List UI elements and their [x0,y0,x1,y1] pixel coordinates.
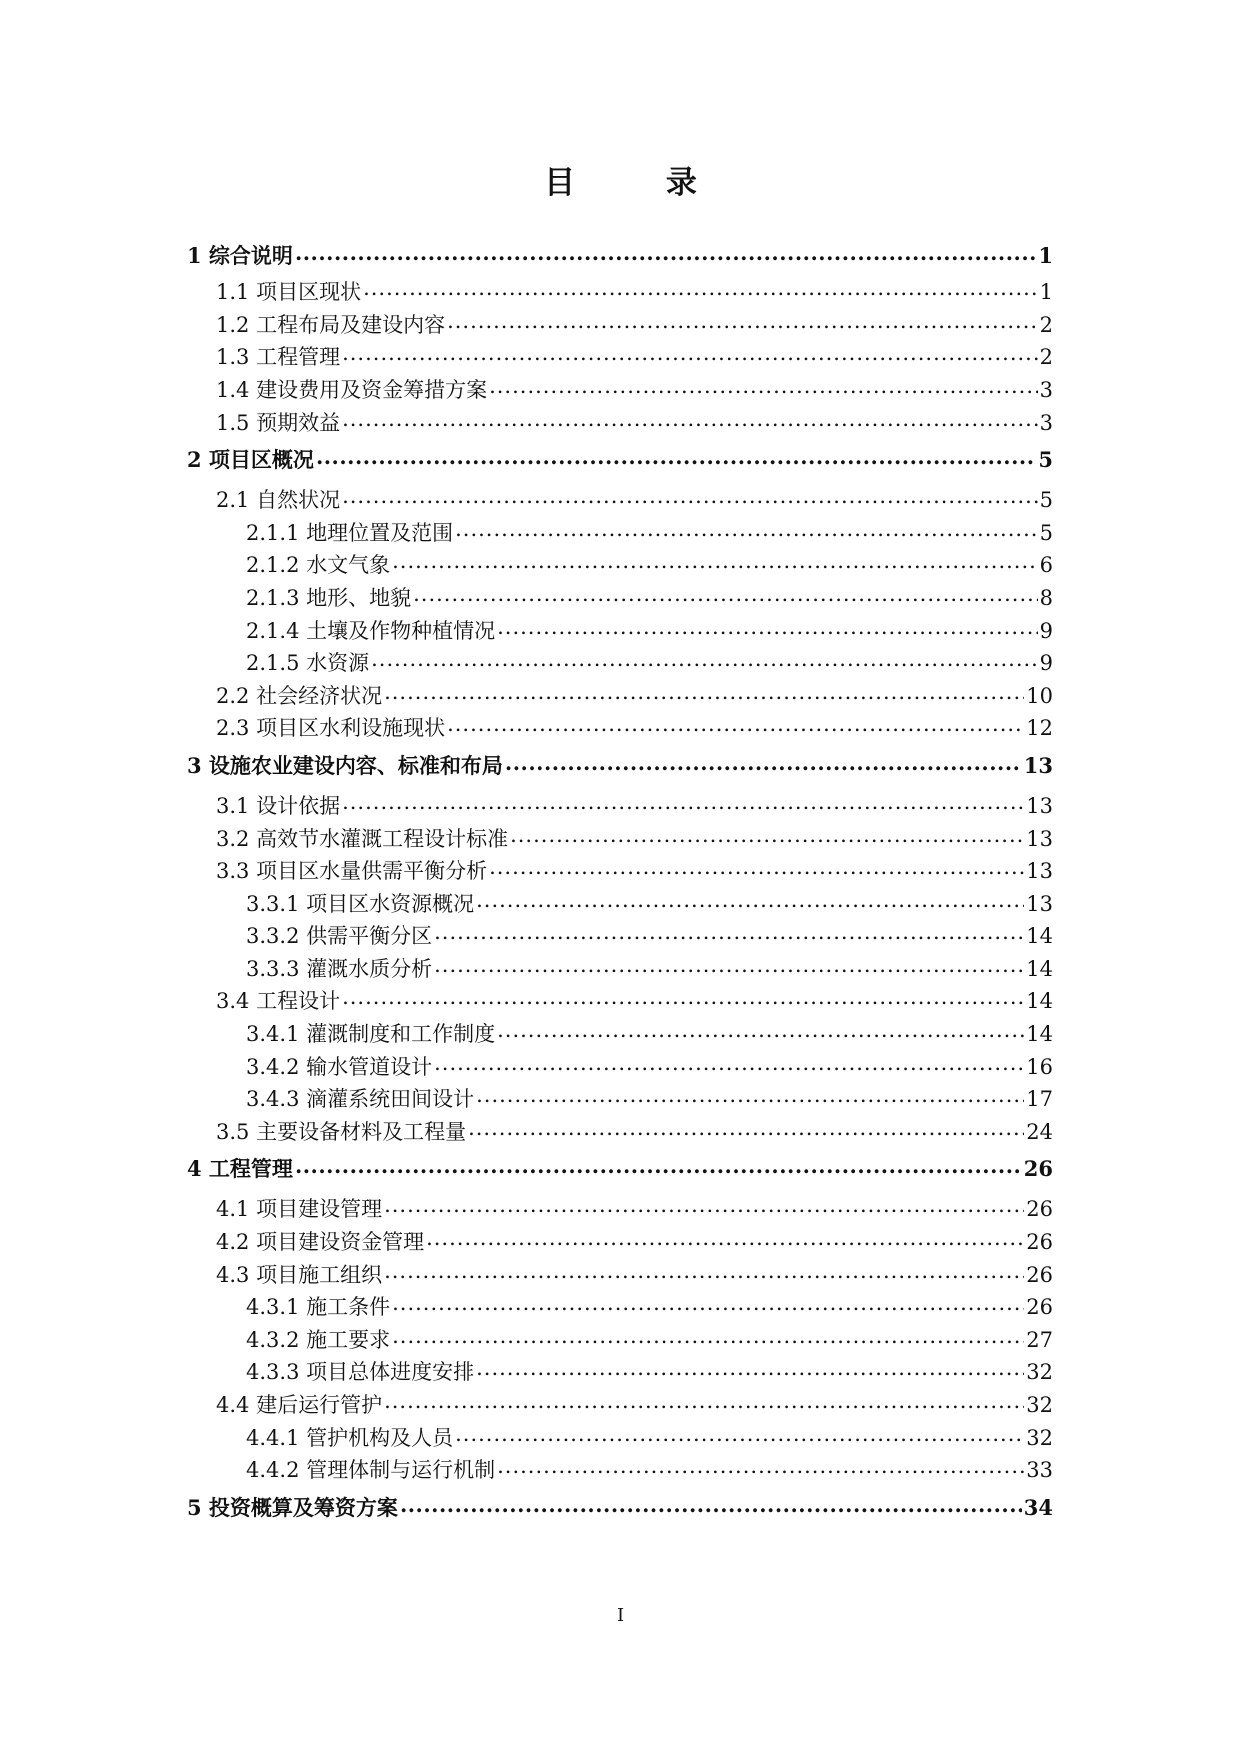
toc-entry-page-number: 5 [1038,446,1053,472]
toc-entry-page-number: 14 [1026,1022,1053,1047]
dot-leader [497,1452,1024,1477]
toc-entry-page-number: 27 [1026,1327,1053,1352]
dot-leader [342,482,1038,507]
dot-leader [371,645,1038,670]
dot-leader [489,853,1024,878]
toc-entry[interactable] [187,547,1053,580]
dot-leader [295,1151,1022,1176]
toc-entry[interactable] [187,437,1053,482]
toc-entry-label: 2.1.2 水文气象 [246,553,391,578]
toc-entry[interactable] [187,1081,1053,1114]
dot-leader [489,372,1038,397]
table-of-contents [187,238,1053,1530]
dot-leader [426,1224,1024,1249]
toc-entry-page-number: 13 [1026,859,1053,884]
toc-entry[interactable] [187,678,1053,711]
toc-entry[interactable] [187,886,1053,919]
dot-leader [497,1016,1024,1041]
toc-entry-page-number: 13 [1026,891,1053,916]
toc-entry[interactable] [187,983,1053,1016]
toc-entry-page-number: 1 [1038,243,1053,269]
toc-entry-label: 3.1 设计依据 [216,793,341,818]
toc-entry-page-number: 5 [1039,520,1053,545]
toc-entry[interactable] [187,274,1053,307]
toc-entry[interactable] [187,1048,1053,1081]
dot-leader [392,1322,1024,1347]
toc-entry-label: 1 综合说明 [187,243,293,269]
toc-entry-page-number: 32 [1026,1360,1053,1385]
toc-entry-label: 2.1 自然状况 [216,488,341,513]
dot-leader [384,678,1024,703]
toc-entry-page-number: 9 [1039,651,1053,676]
toc-entry-page-number: 13 [1026,793,1053,818]
dot-leader [434,918,1024,943]
dot-leader [434,1048,1024,1073]
toc-entry-label: 4.4.1 管护机构及人员 [246,1425,454,1450]
dot-leader [342,788,1024,813]
toc-entry-label: 1.1 项目区现状 [216,280,362,305]
toc-entry-label: 4.4.2 管理体制与运行机制 [246,1458,496,1483]
toc-entry-label: 4.3.2 施工要求 [246,1327,391,1352]
dot-leader [400,1489,1022,1514]
toc-entry[interactable] [187,1256,1053,1289]
dot-leader [455,515,1038,540]
toc-entry[interactable] [187,1387,1053,1420]
toc-entry[interactable] [187,951,1053,984]
toc-entry-page-number: 14 [1026,989,1053,1014]
dot-leader [476,886,1024,911]
toc-entry-page-number: 16 [1026,1054,1053,1079]
page-title: 目 录 [544,165,737,201]
toc-entry[interactable] [187,482,1053,515]
toc-entry-page-number: 2 [1039,345,1053,370]
toc-entry[interactable] [187,788,1053,821]
toc-entry-label: 4.2 项目建设资金管理 [216,1230,425,1255]
dot-leader [497,612,1038,637]
toc-entry-page-number: 12 [1026,716,1053,741]
toc-entry[interactable] [187,820,1053,853]
dot-leader [384,1191,1024,1216]
toc-entry-label: 2.1.4 土壤及作物种植情况 [246,618,496,643]
dot-leader [476,1354,1024,1379]
toc-entry[interactable] [187,1354,1053,1387]
toc-entry[interactable] [187,1224,1053,1257]
toc-entry-page-number: 32 [1026,1425,1053,1450]
toc-entry-label: 1.2 工程布局及建设内容 [216,312,446,337]
toc-entry[interactable] [187,515,1053,548]
toc-entry[interactable] [187,1289,1053,1322]
toc-entry-page-number: 5 [1039,488,1053,513]
dot-leader [447,307,1038,332]
toc-entry-label: 2.1.5 水资源 [246,651,370,676]
dot-leader [342,339,1038,364]
toc-entry[interactable] [187,612,1053,645]
toc-entry[interactable] [187,1191,1053,1224]
toc-entry-page-number: 32 [1026,1393,1053,1417]
toc-entry[interactable] [187,1016,1053,1049]
toc-entry-label: 1.3 工程管理 [216,345,341,370]
dot-leader [447,710,1024,735]
toc-entry-label: 4.4 建后运行管护 [216,1393,383,1417]
toc-entry-label: 2.1.3 地形、地貌 [246,585,412,610]
toc-entry-label: 4.3.1 施工条件 [246,1295,391,1320]
toc-entry-label: 3.4.3 滴灌系统田间设计 [246,1087,475,1112]
toc-entry[interactable] [187,1485,1053,1530]
toc-entry-page-number: 14 [1026,924,1053,949]
dot-leader [342,983,1024,1008]
toc-entry[interactable] [187,645,1053,678]
toc-entry-page-number: 2 [1039,312,1053,337]
toc-entry-page-number: 9 [1039,618,1053,643]
toc-entry-label: 5 投资概算及筹资方案 [187,1494,398,1520]
toc-entry[interactable] [187,918,1053,951]
toc-entry-page-number: 24 [1026,1119,1053,1144]
toc-entry-page-number: 10 [1026,683,1053,708]
toc-entry-label: 1.5 预期效益 [216,410,341,435]
toc-entry-page-number: 33 [1026,1458,1053,1483]
toc-entry-label: 4.1 项目建设管理 [216,1197,383,1222]
toc-entry-label: 3 设施农业建设内容、标准和布局 [187,752,503,778]
toc-entry-label: 3.2 高效节水灌溉工程设计标准 [216,826,509,851]
dot-leader [413,580,1038,605]
toc-entry-page-number: 26 [1026,1197,1053,1222]
dot-leader [392,547,1038,572]
toc-entry-label: 3.3 项目区水量供需平衡分析 [216,859,488,884]
toc-entry-page-number: 3 [1039,410,1053,435]
dot-leader [342,404,1038,429]
toc-entry-page-number: 14 [1026,956,1053,981]
toc-entry[interactable] [187,1452,1053,1485]
toc-entry-page-number: 1 [1039,280,1053,305]
dot-leader [363,274,1038,299]
dot-leader [434,951,1024,976]
toc-entry[interactable] [187,743,1053,788]
toc-entry[interactable] [187,580,1053,613]
toc-entry-label: 2 项目区概况 [187,446,314,472]
toc-entry-label: 3.4 工程设计 [216,989,341,1014]
toc-entry-label: 4.3 项目施工组织 [216,1262,383,1287]
toc-entry-page-number: 26 [1026,1262,1053,1287]
toc-entry[interactable] [187,307,1053,340]
toc-entry[interactable] [187,1322,1053,1355]
toc-entry-page-number: 17 [1026,1087,1053,1112]
toc-entry-label: 3.3.3 灌溉水质分析 [246,956,433,981]
toc-entry-label: 3.4.1 灌溉制度和工作制度 [246,1022,496,1047]
toc-entry-label: 4.3.3 项目总体进度安排 [246,1360,475,1385]
toc-entry-page-number: 6 [1039,553,1053,578]
toc-entry[interactable] [187,853,1053,886]
toc-entry[interactable] [187,404,1053,437]
toc-entry[interactable] [187,710,1053,743]
toc-entry-page-number: 26 [1026,1230,1053,1255]
toc-entry-page-number: 13 [1023,752,1053,778]
dot-leader [392,1289,1024,1314]
dot-leader [384,1256,1024,1281]
toc-entry[interactable] [187,1114,1053,1147]
toc-entry-label: 3.5 主要设备材料及工程量 [216,1119,467,1144]
dot-leader [510,820,1024,845]
toc-entry-page-number: 34 [1023,1494,1053,1520]
toc-entry[interactable] [187,1419,1053,1452]
dot-leader [384,1387,1024,1412]
toc-entry-label: 1.4 建设费用及资金筹措方案 [216,377,488,402]
dot-leader [455,1419,1024,1444]
page-number: I [616,1605,625,1626]
toc-entry-label: 3.3.1 项目区水资源概况 [246,891,475,916]
toc-entry[interactable] [187,339,1053,372]
dot-leader [295,238,1036,263]
dot-leader [476,1081,1024,1106]
toc-entry[interactable] [187,372,1053,405]
toc-entry-label: 3.3.2 供需平衡分区 [246,924,433,949]
toc-entry-page-number: 13 [1026,826,1053,851]
toc-entry-label: 2.2 社会经济状况 [216,683,383,708]
toc-entry-label: 2.3 项目区水利设施现状 [216,716,446,741]
toc-entry[interactable] [187,1146,1053,1191]
toc-entry-label: 3.4.2 输水管道设计 [246,1054,433,1079]
dot-leader [505,748,1022,773]
toc-entry-label: 2.1.1 地理位置及范围 [246,520,454,545]
toc-entry-page-number: 26 [1023,1156,1053,1182]
toc-entry[interactable] [187,238,1053,274]
toc-entry-page-number: 26 [1026,1295,1053,1320]
toc-entry-page-number: 3 [1039,377,1053,402]
toc-entry-label: 4 工程管理 [187,1156,293,1182]
dot-leader [468,1114,1024,1139]
toc-entry-page-number: 8 [1039,585,1053,610]
dot-leader [316,442,1036,467]
